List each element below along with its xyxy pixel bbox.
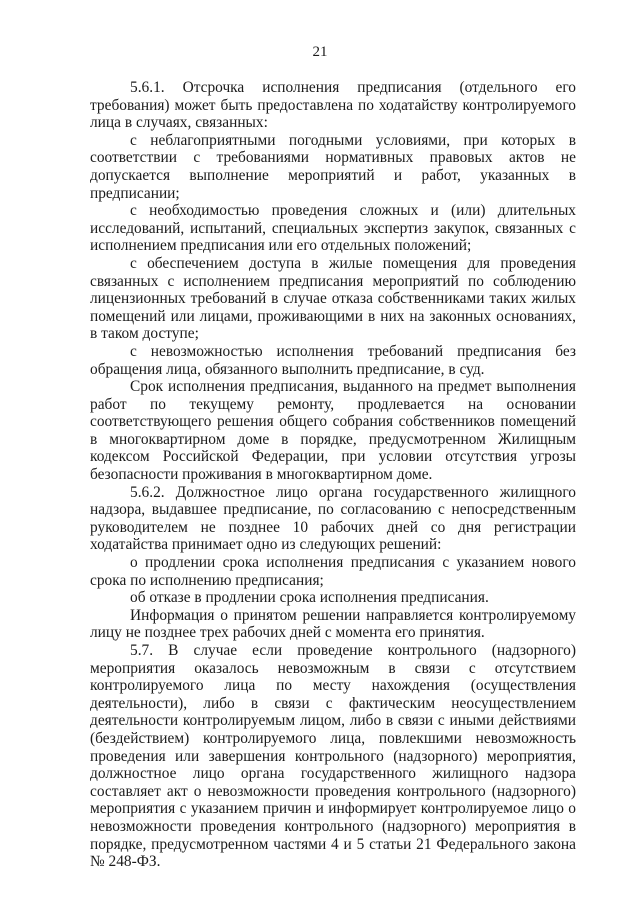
page-number: 21 bbox=[312, 44, 328, 60]
paragraph-5-6-2: 5.6.2. Должностное лицо органа государственного жилищного надзора, выдавшее предписание, по согласованию с непосредственным руководителем не позднее 10 рабочих дней со дня регистрации ходатайства принимает одно из следующих решений: bbox=[90, 483, 576, 554]
paragraph-5-7: 5.7. В случае если проведение контрольного (надзорного) мероприятия оказалось невозможным в связи с отсутствием контролируемого лица по месту нахождения (осуществления деятельности), либо в связи с фактическим неосуществлением деятельности контролируемым лицом, либо в связи с иными действиями (бездействием) контролируемого лица, повлекшими невозможность проведения или завершения контрольного (надзорного) мероприятия, должностное лицо органа государственного жилищного надзора составляет акт о невозможности проведения контрольного (надзорного) мероприятия с указанием причин и информирует контролируемое лицо о невозможности проведения контрольного (надзорного) мероприятия в порядке, предусмотренном частями 4 и 5 статьи 21 Федерального закона № 248-ФЗ. bbox=[90, 642, 576, 871]
paragraph-repair-deadline: Срок исполнения предписания, выданного на предмет выполнения работ по текущему ремонту, продлевается на основании соответствующего решения общего собрания собственников помещений в многоквартирном доме в порядке, предусмотренном Жилищным кодексом Российской Федерации, при условии отсутствия угрозы безопасности проживания в многоквартирном доме. bbox=[90, 378, 576, 484]
paragraph-access-to-premises: с обеспечением доступа в жилые помещения для проведения связанных с исполнением предписания мероприятий по соблюдению лицензионных требований в случае отказа собственниками таких жилых помещений или лицами, проживающими в них на законных основаниях, в таком доступе; bbox=[90, 254, 576, 343]
paragraph-notification: Информация о принятом решении направляется контролируемому лицу не позднее трех рабочих дней с момента его принятия. bbox=[90, 606, 576, 642]
paragraph-weather-conditions: с неблагоприятными погодными условиями, при которых в соответствии с требованиями нормативных правовых актов не допускается выполнение мероприятий и работ, указанных в предписании; bbox=[90, 131, 576, 202]
paragraph-decision-extend: о продлении срока исполнения предписания с указанием нового срока по исполнению предписания; bbox=[90, 554, 576, 589]
paragraph-5-6-1: 5.6.1. Отсрочка исполнения предписания (отдельного его требования) может быть предоставлена по ходатайству контролируемого лица в случаях, связанных: bbox=[90, 79, 576, 132]
paragraph-complex-research: с необходимостью проведения сложных и (или) длительных исследований, испытаний, специальных экспертиз закупок, связанных с исполнением предписания или его отдельных положений; bbox=[90, 202, 576, 255]
paragraph-decision-refuse: об отказе в продлении срока исполнения предписания. bbox=[130, 589, 489, 607]
document-body bbox=[90, 79, 576, 871]
paragraph-court-appeal: с невозможностью исполнения требований предписания без обращения лица, обязанного выполнить предписание, в суд. bbox=[90, 342, 576, 378]
